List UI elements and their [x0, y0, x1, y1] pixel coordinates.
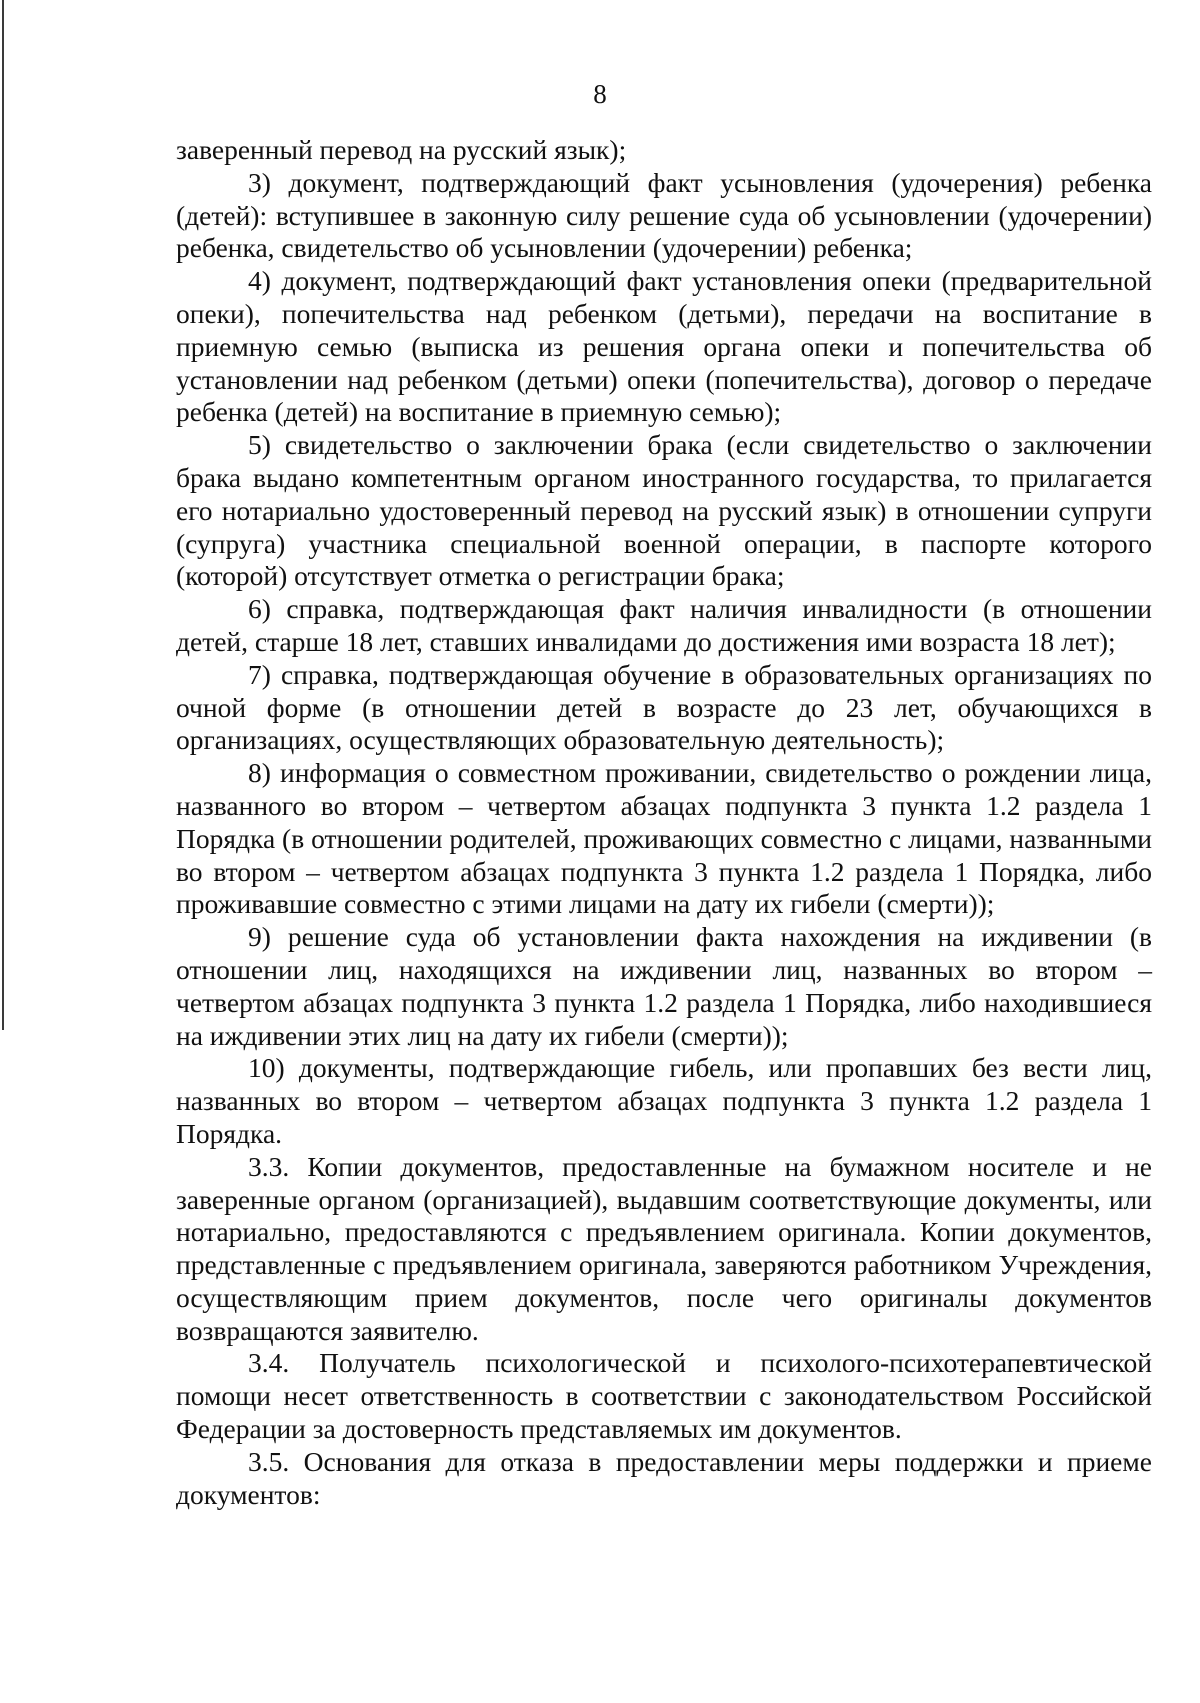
paragraph: заверенный перевод на русский язык); [176, 134, 627, 165]
paragraph: 3.5. Основания для отказа в предоставлении меры поддержки и приеме документов: [176, 1445, 1152, 1510]
page-number: 8 [593, 79, 607, 109]
paragraph: 10) документы, подтверждающие гибель, или пропавших без вести лиц, названных во втором – четвертом абзацах подпункта 3 пункта 1.2 раздела 1 Порядка. [176, 1052, 1152, 1149]
paragraph: 7) справка, подтверждающая обучение в образовательных организациях по очной форме (в отношении детей в возрасте до 23 лет, обучающихся в организациях, осуществляющих образовательную деятельность); [176, 658, 1152, 756]
paragraph: 4) документ, подтверждающий факт установления опеки (предварительной опеки), попечительства над ребенком (детьми), передачи на воспитание в приемную семью (выписка из решения органа опеки и попечительства об установлении над ребенком (детьми) опеки (попечительства), договор о передаче ребенка (детей) на воспитание в приемную семью); [176, 265, 1152, 428]
paragraph: 8) информация о совместном проживании, свидетельство о рождении лица, названного во втором – четвертом абзацах подпункта 3 пункта 1.2 раздела 1 Порядка (в отношении родителей, проживающих совместно с лицами, названными во втором – четвертом абзацах подпункта 3 пункта 1.2 раздела 1 Порядка, либо проживавшие совместно с этими лицами на дату их гибели (смерти)); [176, 757, 1152, 920]
document-body [176, 134, 1152, 1511]
paragraph: 3) документ, подтверждающий факт усыновления (удочерения) ребенка (детей): вступившее в законную силу решение суда об усыновлении (удочерении) ребенка, свидетельство об усыновлении (удочерении) ребенка; [176, 166, 1152, 264]
scan-edge-line [2, 0, 4, 1030]
paragraph: 3.3. Копии документов, предоставленные на бумажном носителе и не заверенные органом (организацией), выдавшим соответствующие документы, или нотариально, предоставляются с предъявлением оригинала. Копии документов, представленные с предъявлением оригинала, заверяются работником Учреждения, осуществляющим прием документов, после чего оригиналы документов возвращаются заявителю. [176, 1150, 1152, 1346]
paragraph: 3.4. Получатель психологической и психолого-психотерапевтической помощи несет ответственность в соответствии с законодательством Российской Федерации за достоверность представляемых им документов. [176, 1347, 1152, 1445]
paragraph: 9) решение суда об установлении факта нахождения на иждивении (в отношении лиц, находящихся на иждивении лиц, названных во втором – четвертом абзацах подпункта 3 пункта 1.2 раздела 1 Порядка, либо находившиеся на иждивении этих лиц на дату их гибели (смерти)); [176, 921, 1152, 1051]
paragraph: 6) справка, подтверждающая факт наличия инвалидности (в отношении детей, старше 18 лет, ставших инвалидами до достижения ими возраста 18 лет); [176, 593, 1152, 657]
paragraph: 5) свидетельство о заключении брака (если свидетельство о заключении брака выдано компетентным органом иностранного государства, то прилагается его нотариально удостоверенный перевод на русский язык) в отношении супруги (супруга) участника специальной военной операции, в паспорте которого (которой) отсутствует отметка о регистрации брака; [176, 429, 1152, 592]
